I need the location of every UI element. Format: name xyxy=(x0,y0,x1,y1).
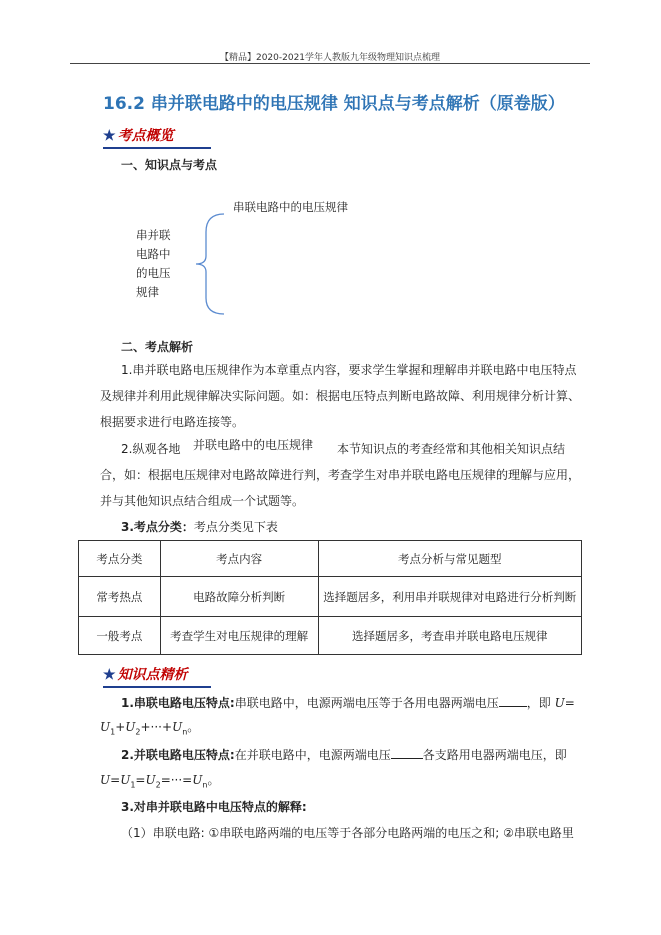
table-cell: 选择题居多，考查串并联电路电压规律 xyxy=(318,617,581,655)
operator: + xyxy=(115,720,126,734)
banner-label: 考点概览 xyxy=(117,128,174,144)
paragraph-line: 并与其他知识点结合组成一个试题等。 xyxy=(100,494,305,508)
mindmap-bracket xyxy=(192,210,228,318)
knowledge-point-series xyxy=(121,694,575,711)
knowledge-point-series-detail: （1）串联电路: ①串联电路两端的电压等于各部分电路两端的电压之和; ②串联电路里 xyxy=(121,826,574,840)
mindmap-root-line: 的电压 xyxy=(136,266,171,280)
knowledge-point-parallel xyxy=(121,746,567,763)
knowledge-point-parallel-formula xyxy=(100,771,219,789)
banner-label: 知识点精析 xyxy=(117,667,188,683)
paragraph-line xyxy=(121,518,278,535)
table-header-cell: 考点内容 xyxy=(160,541,318,577)
table-header-cell: 考点分类 xyxy=(79,541,161,577)
kp-text: 。 xyxy=(187,720,200,734)
operator: +···+ xyxy=(140,720,173,734)
paragraph-line: 本节知识点的考查经常和其他相关知识点结 xyxy=(337,442,566,456)
subscript: n xyxy=(182,727,188,737)
paragraph-line: 合，如：根据电压规律对电路故障进行判，考查学生对串并联电路电压规律的理解与应用， xyxy=(100,468,581,482)
running-header: 【精品】2020-2021学年人教版九年级物理知识点梳理 xyxy=(219,53,441,63)
table-cell: 电路故障分析判断 xyxy=(160,577,318,617)
kp-text: = xyxy=(564,696,575,710)
section-heading-analysis: 二、考点解析 xyxy=(121,340,194,354)
kp-label: 1.串联电路电压特点: xyxy=(121,696,235,710)
operator: =···= xyxy=(160,773,193,787)
banner-underline xyxy=(103,686,211,688)
paragraph-line: 根据要求进行电路连接等。 xyxy=(100,415,245,429)
document-title: 16.2 串并联电路中的电压规律 知识点与考点解析（原卷版） xyxy=(103,94,565,114)
star-icon: ★ xyxy=(103,667,116,683)
mindmap-branch: 串联电路中的电压规律 xyxy=(233,200,348,214)
mindmap-root xyxy=(136,226,171,302)
table-cell: 选择题居多，利用串并联规律对电路进行分析判断 xyxy=(318,577,581,617)
exam-point-table xyxy=(78,540,582,655)
paragraph-line: 1.串并联电路电压规律作为本章重点内容，要求学生掌握和理解串并联电路中电压特点 xyxy=(121,363,577,377)
kp-text: 各支路用电器两端电压，即 xyxy=(422,748,567,762)
var-symbol: U xyxy=(100,773,111,787)
var-symbol: U xyxy=(554,696,565,710)
kp-label: 3.对串并联电路中电压特点的解释: xyxy=(121,800,307,814)
operator: = xyxy=(135,773,146,787)
kp-label: 2.并联电路电压特点: xyxy=(121,748,235,762)
mindmap-root-line: 电路中 xyxy=(136,247,171,261)
banner-underline xyxy=(103,147,211,149)
paragraph-line: 及规律并利用此规律解决实际问题。如：根据电压特点判断电路故障、利用规律分析计算、 xyxy=(100,389,581,403)
subscript: 2 xyxy=(135,727,141,737)
kp-text: 。 xyxy=(207,773,220,787)
table-row xyxy=(79,577,582,617)
var-symbol: U xyxy=(100,720,111,734)
table-header-row xyxy=(79,541,582,577)
var-symbol: U xyxy=(172,720,183,734)
operator: = xyxy=(110,773,121,787)
kp-text: 串联电路中，电源两端电压等于各用电器两端电压 xyxy=(234,696,499,710)
table-cell: 常考热点 xyxy=(79,577,161,617)
knowledge-point-explanation xyxy=(121,798,307,815)
paragraph-text: 考点分类见下表 xyxy=(193,520,278,534)
table-row xyxy=(79,617,582,655)
subscript: 1 xyxy=(130,780,136,790)
star-icon: ★ xyxy=(103,128,116,144)
knowledge-point-series-formula xyxy=(100,718,199,736)
var-symbol: U xyxy=(120,773,131,787)
var-symbol: U xyxy=(145,773,156,787)
kp-text: 在并联电路中，电源两端电压 xyxy=(234,748,391,762)
mindmap-overlay-label: 并联电路中的电压规律 xyxy=(190,436,316,453)
subscript: n xyxy=(202,780,208,790)
subscript: 1 xyxy=(110,727,116,737)
var-symbol: U xyxy=(192,773,203,787)
table-header-cell: 考点分析与常见题型 xyxy=(318,541,581,577)
table-cell: 考查学生对电压规律的理解 xyxy=(160,617,318,655)
mindmap-root-line: 串并联 xyxy=(136,228,171,242)
section-heading-knowledge: 一、知识点与考点 xyxy=(121,158,218,172)
kp-text: ，即 xyxy=(526,696,555,710)
table-cell: 一般考点 xyxy=(79,617,161,655)
var-symbol: U xyxy=(125,720,136,734)
section-banner-knowledge xyxy=(103,664,188,684)
section-banner-overview xyxy=(103,125,174,145)
subscript: 2 xyxy=(155,780,161,790)
paragraph-line: 2.纵观各地 xyxy=(121,442,181,456)
paragraph-label: 3.考点分类： xyxy=(121,520,194,534)
fill-blank xyxy=(499,696,527,707)
header-rule xyxy=(70,63,590,64)
fill-blank xyxy=(391,748,423,759)
mindmap-root-line: 规律 xyxy=(136,285,159,299)
